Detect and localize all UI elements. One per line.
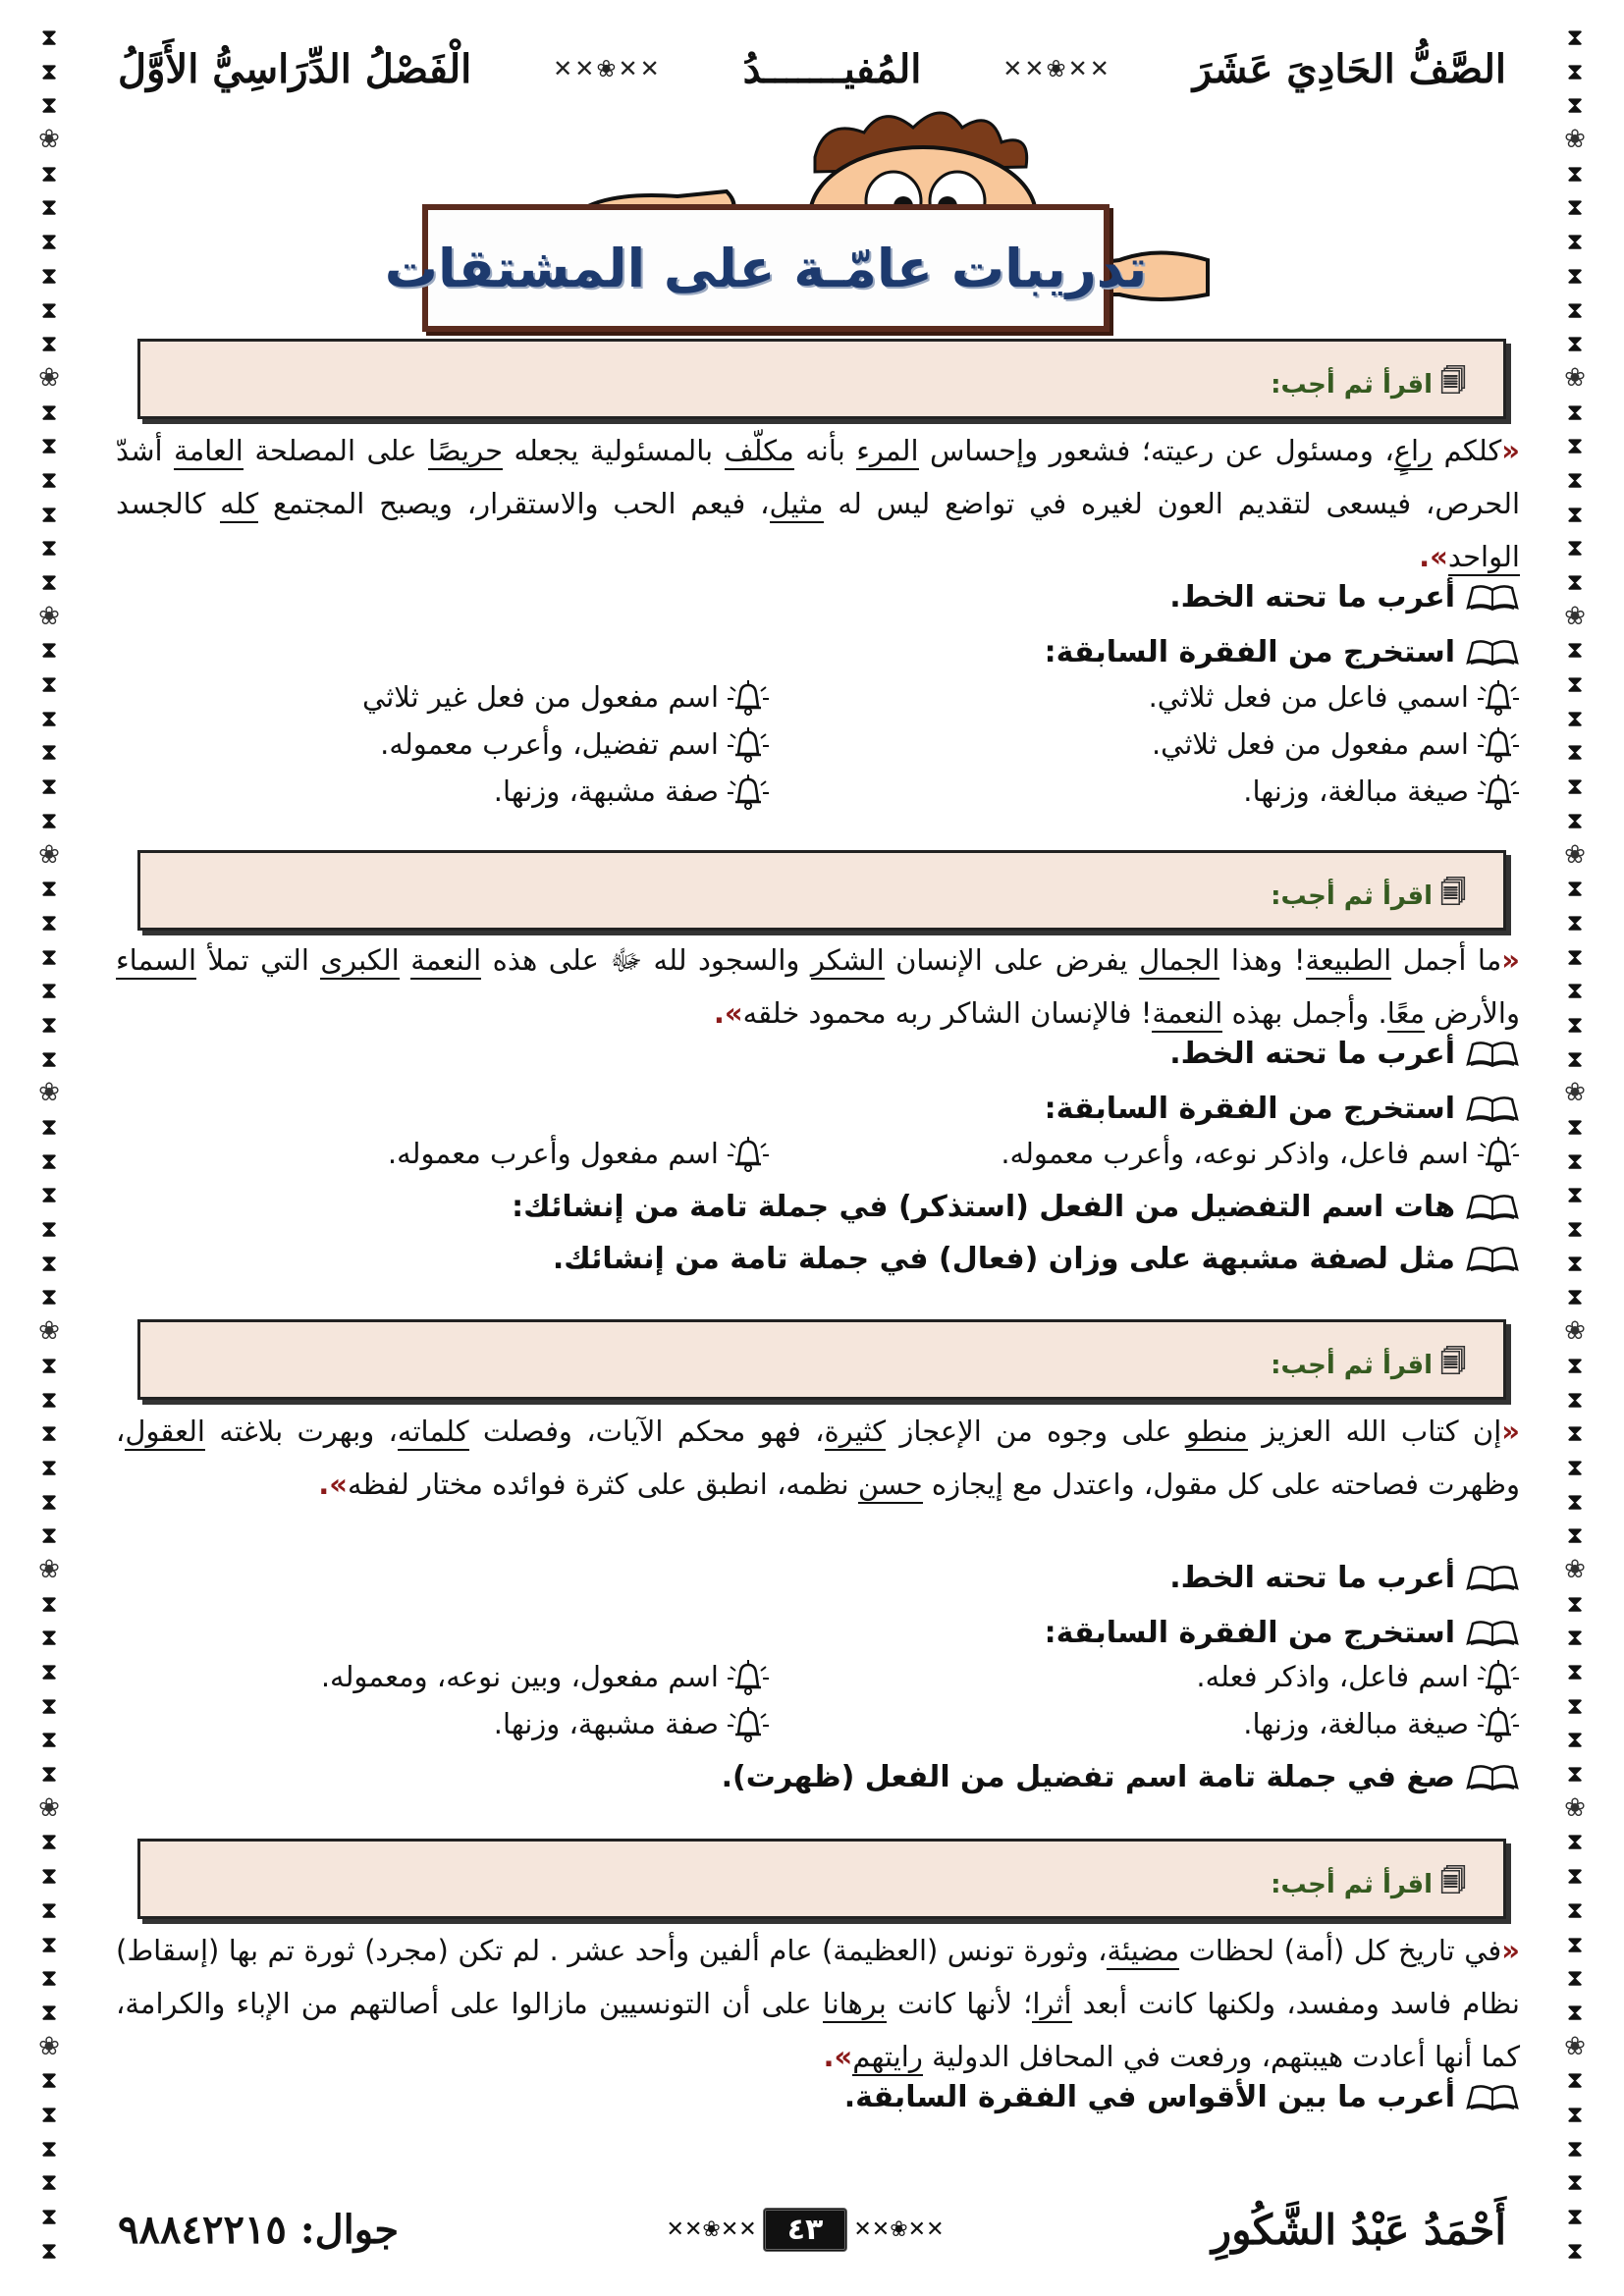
extraction-item — [494, 1699, 770, 1748]
quote-mark: ». — [713, 996, 743, 1030]
bell-icon — [727, 1657, 770, 1696]
border-hourglass-ornament: ⧗ — [40, 704, 58, 732]
underlined-word: الواحد — [1448, 540, 1520, 576]
section-label — [1271, 875, 1466, 918]
task-instruction — [844, 2071, 1520, 2122]
quote-mark: « — [1501, 434, 1520, 467]
border-hourglass-ornament: ⧗ — [40, 875, 58, 903]
passage-text — [400, 943, 410, 977]
item-text: صيغة مبالغة، وزنها. — [1243, 774, 1469, 808]
border-hourglass-ornament: ⧗ — [1566, 1624, 1584, 1652]
bell-icon — [1477, 724, 1520, 764]
border-flower-ornament: ❀ — [38, 1554, 60, 1584]
border-hourglass-ornament: ⧗ — [1566, 193, 1584, 222]
bell-icon — [1477, 1657, 1520, 1696]
border-hourglass-ornament: ⧗ — [1566, 670, 1584, 699]
border-hourglass-ornament: ⧗ — [40, 1215, 58, 1244]
passage-paragraph — [116, 424, 1520, 583]
passage-text: التي تملأ — [196, 943, 321, 977]
underlined-word: حريصًا — [428, 434, 503, 470]
extraction-item — [1243, 1699, 1520, 1748]
border-hourglass-ornament: ⧗ — [1566, 500, 1584, 528]
border-hourglass-ornament: ⧗ — [40, 1896, 58, 1924]
header-ornament: ✕✕❀✕✕ — [1002, 55, 1111, 82]
border-hourglass-ornament: ⧗ — [1566, 1522, 1584, 1550]
border-flower-ornament: ❀ — [1564, 1316, 1586, 1347]
border-hourglass-ornament: ⧗ — [40, 2134, 58, 2163]
border-hourglass-ornament: ⧗ — [1566, 1113, 1584, 1141]
border-hourglass-ornament: ⧗ — [1566, 228, 1584, 256]
border-hourglass-ornament: ⧗ — [40, 1726, 58, 1754]
border-hourglass-ornament: ⧗ — [1566, 1249, 1584, 1277]
border-hourglass-ornament: ⧗ — [1566, 1453, 1584, 1481]
border-hourglass-ornament: ⧗ — [40, 942, 58, 971]
border-hourglass-ornament: ⧗ — [1566, 24, 1584, 51]
border-hourglass-ornament: ⧗ — [40, 1385, 58, 1414]
passage-text: ، وثورة تونس (العظيمة) عام ألفين وأحد عشر . لم تكن (مجرد) ثورة تم بها (إسقاط) نظام فاسد ومفسد، ولكنها كانت أبعد — [116, 1934, 1520, 2020]
border-hourglass-ornament: ⧗ — [1566, 1964, 1584, 1993]
item-text: صيغة مبالغة، وزنها. — [1243, 1707, 1469, 1740]
page-header — [118, 29, 1506, 108]
border-hourglass-ornament: ⧗ — [1566, 1658, 1584, 1685]
bell-icon — [727, 724, 770, 764]
border-hourglass-ornament: ⧗ — [40, 1147, 58, 1175]
passage-text: كالجسد — [116, 487, 221, 520]
border-hourglass-ornament: ⧗ — [1566, 773, 1584, 801]
border-hourglass-ornament: ⧗ — [1566, 1385, 1584, 1414]
passage-text: ، وظهرت فصاحته على كل مقول، واعتدل مع إيجازه — [116, 1415, 1520, 1501]
quote-mark: « — [1501, 1415, 1520, 1448]
bell-icon — [1477, 772, 1520, 811]
border-hourglass-ornament: ⧗ — [1566, 534, 1584, 562]
task-text: استخرج من الفقرة السابقة: — [1044, 1091, 1455, 1126]
open-book-icon — [1465, 637, 1520, 667]
border-hourglass-ornament: ⧗ — [1566, 1487, 1584, 1516]
task-text: أعرب ما تحته الخط. — [1169, 579, 1455, 614]
item-text: اسم مفعول من فعل ثلاثي. — [1151, 727, 1469, 761]
underlined-word: كثيرة — [825, 1415, 887, 1451]
passage-text: ؛ لأنها كانت — [886, 1987, 1033, 2020]
passage-text: ، فيعم الحب والاستقرار، ويصبح المجتمع — [258, 487, 770, 520]
border-flower-ornament: ❀ — [1564, 1792, 1586, 1823]
border-hourglass-ornament: ⧗ — [1566, 1215, 1584, 1244]
border-hourglass-ornament: ⧗ — [40, 977, 58, 1005]
border-hourglass-ornament: ⧗ — [40, 1964, 58, 1993]
bell-icon — [1477, 1134, 1520, 1173]
border-hourglass-ornament: ⧗ — [40, 500, 58, 528]
extraction-item — [1243, 767, 1520, 816]
border-hourglass-ornament: ⧗ — [1566, 1691, 1584, 1720]
border-hourglass-ornament: ⧗ — [40, 1930, 58, 1958]
item-text: اسم فاعل، واذكر فعله. — [1196, 1660, 1469, 1693]
border-hourglass-ornament: ⧗ — [40, 738, 58, 767]
section-header-box — [137, 339, 1506, 419]
border-hourglass-ornament: ⧗ — [1566, 159, 1584, 187]
open-book-icon — [1465, 1618, 1520, 1647]
underlined-word: كله — [220, 487, 258, 523]
underlined-word: مكلّف — [725, 434, 794, 470]
border-flower-ornament: ❀ — [1564, 601, 1586, 631]
passage-text: والسجود لله ﷻ على هذه — [481, 943, 811, 977]
passage-paragraph — [116, 1405, 1520, 1511]
border-hourglass-ornament: ⧗ — [1566, 2134, 1584, 2163]
border-hourglass-ornament: ⧗ — [40, 568, 58, 596]
border-hourglass-ornament: ⧗ — [1566, 295, 1584, 324]
passage-text: في تاريخ كل (أمة) لحظات — [1179, 1934, 1502, 1967]
border-hourglass-ornament: ⧗ — [40, 24, 58, 51]
passage-text: إن كتاب الله العزيز — [1247, 1415, 1502, 1448]
border-hourglass-ornament: ⧗ — [40, 57, 58, 85]
header-ornament: ✕✕❀✕✕ — [553, 55, 662, 82]
border-hourglass-ornament: ⧗ — [40, 1691, 58, 1720]
border-hourglass-ornament: ⧗ — [1566, 806, 1584, 834]
open-book-icon — [1465, 1762, 1520, 1791]
extraction-item — [494, 767, 770, 816]
underlined-word: أثرا — [1032, 1987, 1071, 2023]
section-header-box — [137, 1319, 1506, 1400]
border-flower-ornament: ❀ — [38, 125, 60, 155]
border-hourglass-ornament: ⧗ — [1566, 1828, 1584, 1856]
border-hourglass-ornament: ⧗ — [40, 1522, 58, 1550]
underlined-word: المرء — [856, 434, 918, 470]
quote-mark: « — [1501, 943, 1520, 977]
bell-icon — [727, 677, 770, 717]
underlined-word: النعمة — [1152, 996, 1222, 1033]
item-text: اسم مفعول وأعرب معموله. — [387, 1137, 719, 1170]
item-text: اسم فاعل، واذكر نوعه، وأعرب معموله. — [1001, 1137, 1469, 1170]
extraction-item — [362, 672, 770, 721]
border-flower-ornament: ❀ — [1564, 125, 1586, 155]
border-hourglass-ornament: ⧗ — [1566, 1589, 1584, 1618]
section-label — [1271, 1863, 1466, 1906]
border-hourglass-ornament: ⧗ — [40, 159, 58, 187]
passage-text: كلكم — [1433, 434, 1502, 467]
border-hourglass-ornament: ⧗ — [1566, 977, 1584, 1005]
footer-ornament: ✕✕❀✕✕ — [666, 2216, 757, 2242]
quote-mark: ». — [823, 2040, 853, 2073]
border-hourglass-ornament: ⧗ — [40, 1283, 58, 1311]
border-hourglass-ornament: ⧗ — [40, 91, 58, 120]
underlined-word: برهانا — [823, 1987, 887, 2023]
border-hourglass-ornament: ⧗ — [40, 1419, 58, 1448]
border-hourglass-ornament: ⧗ — [1566, 875, 1584, 903]
border-hourglass-ornament: ⧗ — [1566, 432, 1584, 460]
border-flower-ornament: ❀ — [38, 1792, 60, 1823]
page-title: تدريبات عامّـة على المشتقات — [384, 237, 1148, 299]
passage-text: على أن التونسيين مازالوا على أصالتهم من الإباء والكرامة، كما أنها أعادت هيبتهم، ورفعت في المحافل الدولية — [116, 1987, 1520, 2073]
page-footer — [118, 2195, 1506, 2264]
quote-mark: ». — [1419, 540, 1448, 573]
task-text: صغ في جملة تامة اسم تفضيل من الفعل (ظهرت). — [721, 1759, 1455, 1794]
open-book-icon — [1465, 582, 1520, 612]
border-hourglass-ornament: ⧗ — [40, 295, 58, 324]
border-flower-ornament: ❀ — [38, 839, 60, 870]
border-hourglass-ornament: ⧗ — [40, 806, 58, 834]
section-label-text: اقرأ ثم أجب: — [1271, 370, 1434, 400]
border-hourglass-ornament: ⧗ — [1566, 1147, 1584, 1175]
border-hourglass-ornament: ⧗ — [40, 432, 58, 460]
border-hourglass-ornament: ⧗ — [1566, 398, 1584, 426]
passage-text: والأرض — [1425, 996, 1520, 1030]
underlined-word: العقول — [125, 1415, 205, 1451]
extraction-item — [1152, 720, 1520, 769]
extraction-item — [1001, 1129, 1520, 1178]
border-hourglass-ornament: ⧗ — [40, 1249, 58, 1277]
extraction-item — [321, 1652, 770, 1701]
passage-paragraph — [116, 934, 1520, 1040]
header-term: الْفَصْلُ الدِّرَاسِيُّ الأَوَّلُ — [118, 45, 472, 92]
underlined-word: العامة — [174, 434, 244, 470]
border-hourglass-ornament: ⧗ — [40, 1828, 58, 1856]
task-text: أعرب ما بين الأقواس في الفقرة السابقة. — [843, 2079, 1455, 2114]
document-icon: 🗐 — [1440, 367, 1466, 397]
underlined-word: الجمال — [1139, 943, 1219, 980]
passage-text: على وجوه من الإعجاز — [886, 1415, 1186, 1448]
border-flower-ornament: ❀ — [38, 1078, 60, 1108]
border-hourglass-ornament: ⧗ — [1566, 1760, 1584, 1789]
task-instruction — [722, 1751, 1520, 1802]
border-hourglass-ornament: ⧗ — [1566, 330, 1584, 358]
border-hourglass-ornament: ⧗ — [40, 670, 58, 699]
border-right — [1551, 26, 1598, 2270]
border-hourglass-ornament: ⧗ — [40, 1181, 58, 1209]
item-text: اسمي فاعل من فعل ثلاثي. — [1148, 680, 1469, 714]
border-hourglass-ornament: ⧗ — [40, 228, 58, 256]
border-hourglass-ornament: ⧗ — [40, 2236, 58, 2265]
border-flower-ornament: ❀ — [38, 1316, 60, 1347]
border-hourglass-ornament: ⧗ — [1566, 1726, 1584, 1754]
border-flower-ornament: ❀ — [1564, 362, 1586, 393]
border-left — [26, 26, 73, 2270]
border-hourglass-ornament: ⧗ — [40, 773, 58, 801]
border-hourglass-ornament: ⧗ — [40, 2066, 58, 2095]
border-hourglass-ornament: ⧗ — [1566, 261, 1584, 290]
border-hourglass-ornament: ⧗ — [40, 1998, 58, 2026]
underlined-word: النعمة — [410, 943, 481, 980]
passage-text: ! وهذا — [1219, 943, 1306, 977]
underlined-word: حسن — [858, 1468, 923, 1504]
passage-text: على المصلحة — [243, 434, 429, 467]
border-hourglass-ornament: ⧗ — [40, 636, 58, 665]
border-hourglass-ornament: ⧗ — [40, 1453, 58, 1481]
passage-text: يفرض على الإنسان — [884, 943, 1140, 977]
extraction-item — [388, 1129, 770, 1178]
bell-icon — [1477, 677, 1520, 717]
bell-icon — [727, 1134, 770, 1173]
quote-mark: « — [1501, 1934, 1520, 1967]
task-text: أعرب ما تحته الخط. — [1169, 1560, 1455, 1595]
bell-icon — [1477, 1704, 1520, 1743]
border-hourglass-ornament: ⧗ — [40, 330, 58, 358]
border-hourglass-ornament: ⧗ — [1566, 738, 1584, 767]
header-book-title: المُفيـــــــدُ — [742, 45, 922, 92]
underlined-word: مضيئة — [1107, 1934, 1179, 1970]
footer-ornament: ✕✕❀✕✕ — [853, 2216, 945, 2242]
title-banner — [384, 204, 1148, 332]
underlined-word: منطو — [1186, 1415, 1248, 1451]
border-hourglass-ornament: ⧗ — [1566, 908, 1584, 936]
border-flower-ornament: ❀ — [38, 362, 60, 393]
task-instruction — [512, 1181, 1520, 1232]
border-hourglass-ornament: ⧗ — [40, 1760, 58, 1789]
underlined-word: الطبيعة — [1306, 943, 1392, 980]
border-hourglass-ornament: ⧗ — [1566, 465, 1584, 494]
border-hourglass-ornament: ⧗ — [1566, 57, 1584, 85]
border-hourglass-ornament: ⧗ — [40, 1044, 58, 1073]
task-text: استخرج من الفقرة السابقة: — [1044, 1615, 1455, 1650]
open-book-icon — [1465, 1039, 1520, 1068]
border-hourglass-ornament: ⧗ — [1566, 2236, 1584, 2265]
border-flower-ornament: ❀ — [1564, 1554, 1586, 1584]
extraction-item — [380, 720, 770, 769]
document-icon: 🗐 — [1440, 1348, 1466, 1377]
border-hourglass-ornament: ⧗ — [40, 1862, 58, 1891]
border-hourglass-ornament: ⧗ — [40, 1624, 58, 1652]
border-hourglass-ornament: ⧗ — [1566, 1998, 1584, 2026]
border-flower-ornament: ❀ — [1564, 839, 1586, 870]
task-instruction — [1045, 626, 1520, 677]
passage-text: ، فهو محكم الآيات، وفصلت — [468, 1415, 825, 1448]
underlined-word: معًا — [1387, 996, 1425, 1033]
task-instruction — [1045, 1607, 1520, 1658]
section-label-text: اقرأ ثم أجب: — [1271, 881, 1434, 911]
border-hourglass-ornament: ⧗ — [40, 1010, 58, 1039]
section-label-text: اقرأ ثم أجب: — [1271, 1870, 1434, 1899]
task-instruction — [1169, 571, 1520, 622]
task-instruction — [1169, 1028, 1520, 1079]
passage-text: أشدّ الحرص، فيسعى لتقديم العون لغيره في تواضع ليس له — [116, 434, 1520, 520]
border-flower-ornament: ❀ — [1564, 1078, 1586, 1108]
task-instruction — [1169, 1552, 1520, 1603]
border-hourglass-ornament: ⧗ — [40, 1487, 58, 1516]
underlined-word: مثيل — [770, 487, 824, 523]
open-book-icon — [1465, 1244, 1520, 1273]
border-hourglass-ornament: ⧗ — [1566, 91, 1584, 120]
border-hourglass-ornament: ⧗ — [1566, 1862, 1584, 1891]
border-hourglass-ornament: ⧗ — [40, 193, 58, 222]
page-number-box — [667, 2208, 945, 2252]
border-hourglass-ornament: ⧗ — [1566, 1351, 1584, 1379]
border-hourglass-ornament: ⧗ — [40, 1658, 58, 1685]
underlined-word: السماء — [116, 943, 196, 980]
border-hourglass-ornament: ⧗ — [1566, 1010, 1584, 1039]
border-hourglass-ornament: ⧗ — [1566, 2066, 1584, 2095]
section-header-box — [137, 1839, 1506, 1919]
passage-text: بالمسئولية يجعله — [503, 434, 725, 467]
border-hourglass-ornament: ⧗ — [1566, 1896, 1584, 1924]
section-label — [1271, 363, 1466, 406]
border-hourglass-ornament: ⧗ — [40, 1351, 58, 1379]
border-hourglass-ornament: ⧗ — [1566, 636, 1584, 665]
border-hourglass-ornament: ⧗ — [1566, 1181, 1584, 1209]
page-number: ٤٣ — [763, 2208, 848, 2252]
header-grade: الصَّفُّ الحَادِيَ عَشَرَ — [1192, 45, 1506, 92]
border-hourglass-ornament: ⧗ — [40, 2168, 58, 2197]
border-hourglass-ornament: ⧗ — [1566, 1283, 1584, 1311]
task-text: استخرج من الفقرة السابقة: — [1044, 634, 1455, 669]
border-hourglass-ornament: ⧗ — [40, 261, 58, 290]
passage-paragraph — [116, 1924, 1520, 2083]
bell-icon — [727, 772, 770, 811]
task-instruction — [1045, 1083, 1520, 1134]
item-text: صفة مشبهة، وزنها. — [493, 1707, 719, 1740]
passage-text: ، ومسئول عن رعيته؛ فشعور وإحساس — [918, 434, 1394, 467]
border-hourglass-ornament: ⧗ — [1566, 704, 1584, 732]
task-text: هات اسم التفضيل من الفعل (استذكر) في جملة تامة من إنشائك: — [512, 1189, 1455, 1224]
section-header-box — [137, 850, 1506, 931]
quote-mark: ». — [318, 1468, 348, 1501]
task-text: أعرب ما تحته الخط. — [1169, 1036, 1455, 1071]
border-hourglass-ornament: ⧗ — [40, 1589, 58, 1618]
passage-text: ، وبهرت بلاغته — [204, 1415, 398, 1448]
border-flower-ornament: ❀ — [1564, 2031, 1586, 2061]
item-text: اسم تفضيل، وأعرب معموله. — [380, 727, 719, 761]
open-book-icon — [1465, 1563, 1520, 1592]
bell-icon — [727, 1704, 770, 1743]
border-hourglass-ornament: ⧗ — [40, 2100, 58, 2128]
footer-author: أَحْمَدُ عَبْدُ الشَّكُورِ — [1211, 2205, 1506, 2254]
border-hourglass-ornament: ⧗ — [40, 1113, 58, 1141]
border-hourglass-ornament: ⧗ — [1566, 1044, 1584, 1073]
underlined-word: كلماته — [398, 1415, 469, 1451]
section-label — [1271, 1344, 1466, 1387]
underlined-word: الكبرى — [320, 943, 399, 980]
border-hourglass-ornament: ⧗ — [1566, 2203, 1584, 2230]
border-hourglass-ornament: ⧗ — [40, 398, 58, 426]
border-flower-ornament: ❀ — [38, 601, 60, 631]
underlined-word: الشكر — [811, 943, 885, 980]
passage-text: بأنه — [793, 434, 857, 467]
border-hourglass-ornament: ⧗ — [40, 465, 58, 494]
passage-text: نظمه، انطبق على كثرة فوائده مختار لفظه — [348, 1468, 858, 1501]
underlined-word: راعٍ — [1394, 434, 1433, 470]
border-hourglass-ornament: ⧗ — [1566, 1419, 1584, 1448]
task-instruction — [553, 1233, 1520, 1284]
section-label-text: اقرأ ثم أجب: — [1271, 1351, 1434, 1380]
border-hourglass-ornament: ⧗ — [40, 2203, 58, 2230]
border-hourglass-ornament: ⧗ — [1566, 568, 1584, 596]
border-hourglass-ornament: ⧗ — [1566, 1930, 1584, 1958]
border-hourglass-ornament: ⧗ — [40, 908, 58, 936]
extraction-item — [1149, 672, 1520, 721]
item-text: صفة مشبهة، وزنها. — [493, 774, 719, 808]
border-hourglass-ornament: ⧗ — [1566, 942, 1584, 971]
open-book-icon — [1465, 2082, 1520, 2111]
border-hourglass-ornament: ⧗ — [1566, 2100, 1584, 2128]
passage-text: ما أجمل — [1391, 943, 1502, 977]
task-text: مثل لصفة مشبهة على وزان (فعال) في جملة تامة من إنشائك. — [552, 1241, 1455, 1276]
underlined-word: رايتهم — [852, 2040, 923, 2076]
footer-phone: جوال: ٩٨٨٤٢٢١٥ — [118, 2206, 400, 2253]
item-text: اسم مفعول، وبين نوعه، ومعموله. — [320, 1660, 719, 1693]
document-icon: 🗐 — [1440, 879, 1466, 908]
open-book-icon — [1465, 1094, 1520, 1123]
document-icon: 🗐 — [1440, 1867, 1466, 1896]
passage-text: ! فالإنسان الشاكر ربه محمود خلقه — [742, 996, 1153, 1030]
extraction-item — [1196, 1652, 1520, 1701]
border-hourglass-ornament: ⧗ — [1566, 2168, 1584, 2197]
open-book-icon — [1465, 1192, 1520, 1221]
border-hourglass-ornament: ⧗ — [40, 534, 58, 562]
border-flower-ornament: ❀ — [38, 2031, 60, 2061]
passage-text: . وأجمل بهذه — [1222, 996, 1387, 1030]
item-text: اسم مفعول من فعل غير ثلاثي — [362, 680, 719, 714]
